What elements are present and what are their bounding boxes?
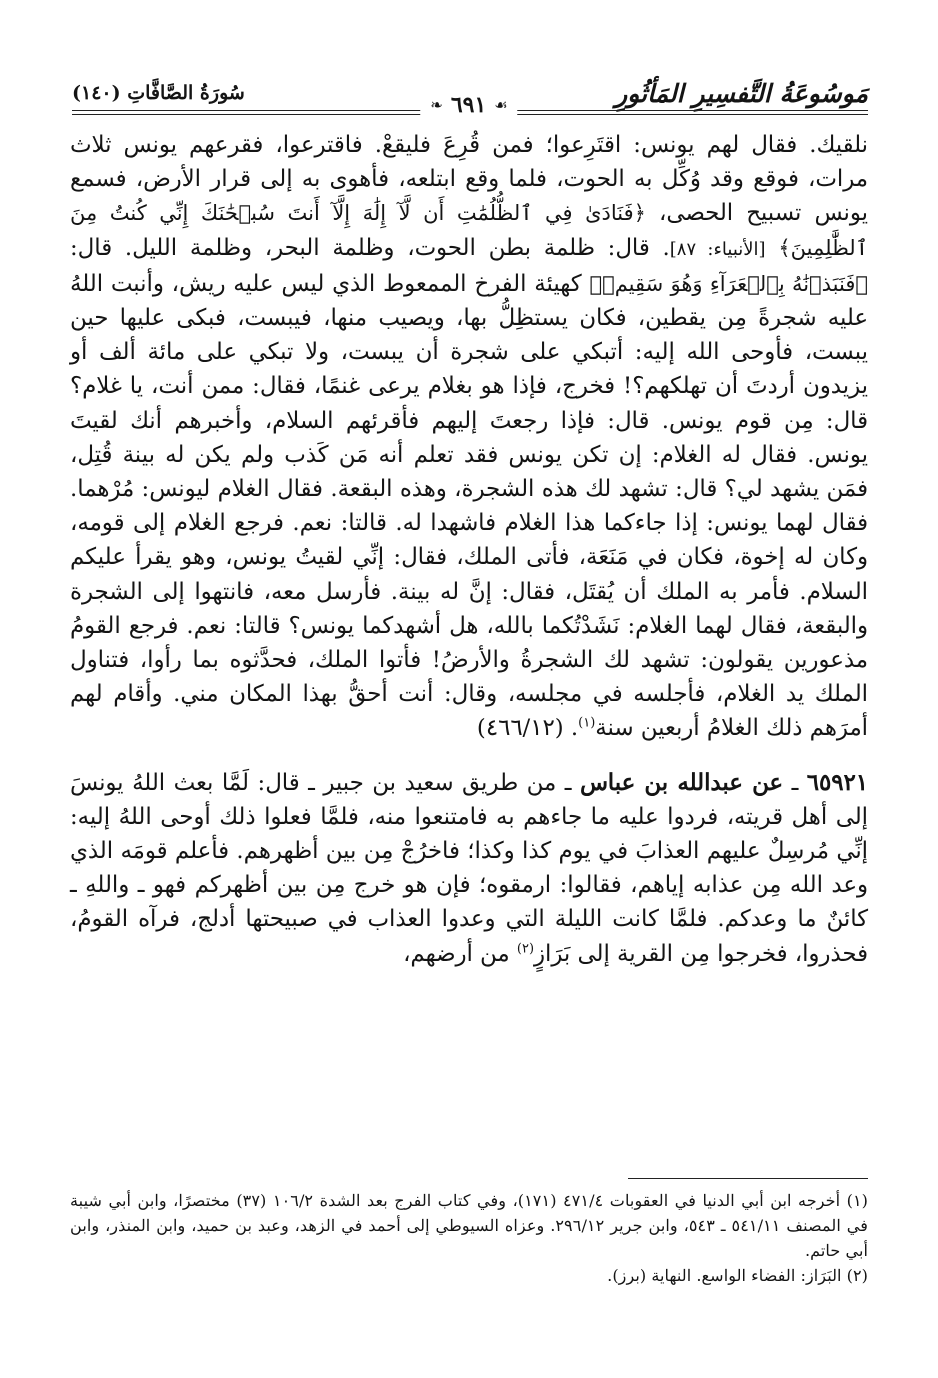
footnote-ref-1[interactable]: (١) bbox=[578, 715, 596, 731]
narrator-name: عن عبدالله بن عباس bbox=[579, 769, 784, 796]
book-title: مَوسُوعَةُ التَّفسِيرِ المَأثُورِ bbox=[615, 79, 868, 108]
paragraph-1-end: . (٤٦٦/١٢) bbox=[476, 715, 579, 742]
footnotes bbox=[70, 1188, 868, 1288]
hadith-number: ٦٥٩٢١ bbox=[806, 769, 869, 796]
surah-title: سُورَةُ الصَّافَّاتِ (١٤٠) bbox=[72, 82, 245, 104]
paragraph-1 bbox=[70, 128, 868, 746]
page-number-box bbox=[420, 94, 517, 116]
paragraph-1-text-c: كهيئة الفرخ الممعوط الذي ليس عليه ريش، وأنبت اللهُ عليه شجرةً مِن يقطين، فكان يستظِلُّ بها، ويصيب منها، فيبست، فبكى عليها حين يبست، فأوحى الله إليه: أتبكي على شجرة أن يبست، ولا تبكي على مائة ألف أو يزيدون أردتَ أن تهلكهم؟! فخرج، فإذا هو بغلام يرعى غنمًا، فقال: ممن أنت، يا غلام؟ قال: مِن قوم يونس. قال: فإذا رجعتَ إليهم فأقرئهم السلام، وأخبرهم أنك لقيتَ يونس. فقال له الغلام: إن تكن يونس فقد تعلم أنه مَن كَذب ولم يكن له بينة قُتِل، فمَن يشهد لي؟ قال: تشهد لك هذه الشجرة، وهذه البقعة. فقال الغلام ليونس: مُرْهما. فقال لهما يونس: إذا جاءكما هذا الغلام فاشهدا له. قالتا: نعم. فرجع الغلام إلى قومه، وكان له إخوة، فكان في مَنَعَة، فأتى الملك، فقال: إنِّي لقيتُ يونس، وهو يقرأ عليكم السلام. فأمر به الملك أن يُقتَل، فقال: إنَّ له بينة. فأرسل معه، فانتهوا إلى الشجرة والبقعة، فقال لهما الغلام: نَشَدْتُكما بالله، هل أشهدكما يونس؟ قالتا: نعم. فرجع القومُ مذعورين يقولون: تشهد لك الشجرةُ والأرضُ! فأتوا الملك، فحدَّثوه بما رأوا، فتناول الملك يد الغلام، فأجلسه في مجلسه، وقال: أنت أحقُّ بهذا المكان مني. وأقام لهم أمرَهم ذلك الغلامُ أربعين سنة bbox=[70, 270, 868, 742]
main-text bbox=[70, 128, 868, 971]
paragraph-1-text-a: نلقيك. فقال لهم يونس: اقتَرِعوا؛ فمن قُرِعَ فليقعْ. فاقترعوا، فقرعهم يونس ثلاث مرات، فوقع وقد وُكِّل به الحوت، فلما وقع ابتلعه، فأهوى به إلى قرار الأرض، فسمع يونس تسبيح الحصى، bbox=[70, 132, 868, 227]
footnote-1: (١) أخرجه ابن أبي الدنيا في العقوبات ٤٧١/٤ (١٧١)، وفي كتاب الفرج بعد الشدة ١٠٦/٢ (٣٧) مختصرًا، وابن أبي شيبة في المصنف ٥٤١/١١ ـ ٥٤٣، وابن جرير ٢٩٦/١٢. وعزاه السيوطي إلى أحمد في الزهد، وعبد بن حميد، وابن المنذر، وابن أبي حاتم. bbox=[70, 1191, 868, 1260]
paragraph-2 bbox=[70, 766, 868, 971]
separator: ـ bbox=[783, 769, 807, 796]
footnote-ref-2[interactable]: (٢) bbox=[516, 941, 535, 957]
paragraph-2-text: ـ من طريق سعيد بن جبير ـ قال: لَمَّا بعث اللهُ يونسَ إلى أهل قريته، فردوا عليه ما جاءهم به فامتنعوا منه، فلمَّا فعلوا ذلك أوحى اللهُ إليه: إنِّي مُرسِلٌ عليهم العذابَ في يوم كذا وكذا؛ فاخرُجْ مِن بين أظهرهم. فأعلم قومَه الذي وعد الله مِن عذابه إياهم، فقالوا: ارمقوه؛ فإن هو خرج مِن بين أظهركم فهو ـ واللهِ ـ كائنٌ ما وعدكم. فلمَّا كانت الليلة التي وعدوا العذاب في صبيحتها أدلج، فرآه القومُ، فحذروا، فخرجوا مِن القرية إلى بَرَازٍ bbox=[70, 769, 868, 967]
verse-reference-1: [الأنبياء: ٨٧] bbox=[669, 238, 766, 260]
page-number: ٦٩١ bbox=[450, 92, 487, 118]
ornament-left-icon: ❧ bbox=[430, 95, 443, 114]
footnote-2: (٢) البَرَاز: الفضاء الواسع. النهاية (برز). bbox=[607, 1266, 868, 1285]
footnote-rule bbox=[628, 1178, 868, 1179]
ornament-right-icon: ☙ bbox=[494, 95, 508, 114]
quran-verse-2: ﴿فَنَبَذۡنَٰهُ بِٱلۡعَرَآءِ وَهُوَ سَقِيمٞ﴾ bbox=[589, 271, 868, 296]
paragraph-1-text-b: . قال: ظلمة بطن الحوت، وظلمة البحر، وظلمة الليل. قال: bbox=[70, 234, 670, 261]
paragraph-2-end: من أرضهم، bbox=[403, 940, 517, 967]
quran-verse-1: ﴿فَنَادَىٰ فِي ٱلظُّلُمَٰتِ أَن لَّآ إِلَٰهَ إِلَّآ أَنتَ سُبۡحَٰنَكَ إِنِّي كُنتُ مِنَ ٱلظَّٰلِمِينَ﴾ bbox=[70, 201, 868, 260]
